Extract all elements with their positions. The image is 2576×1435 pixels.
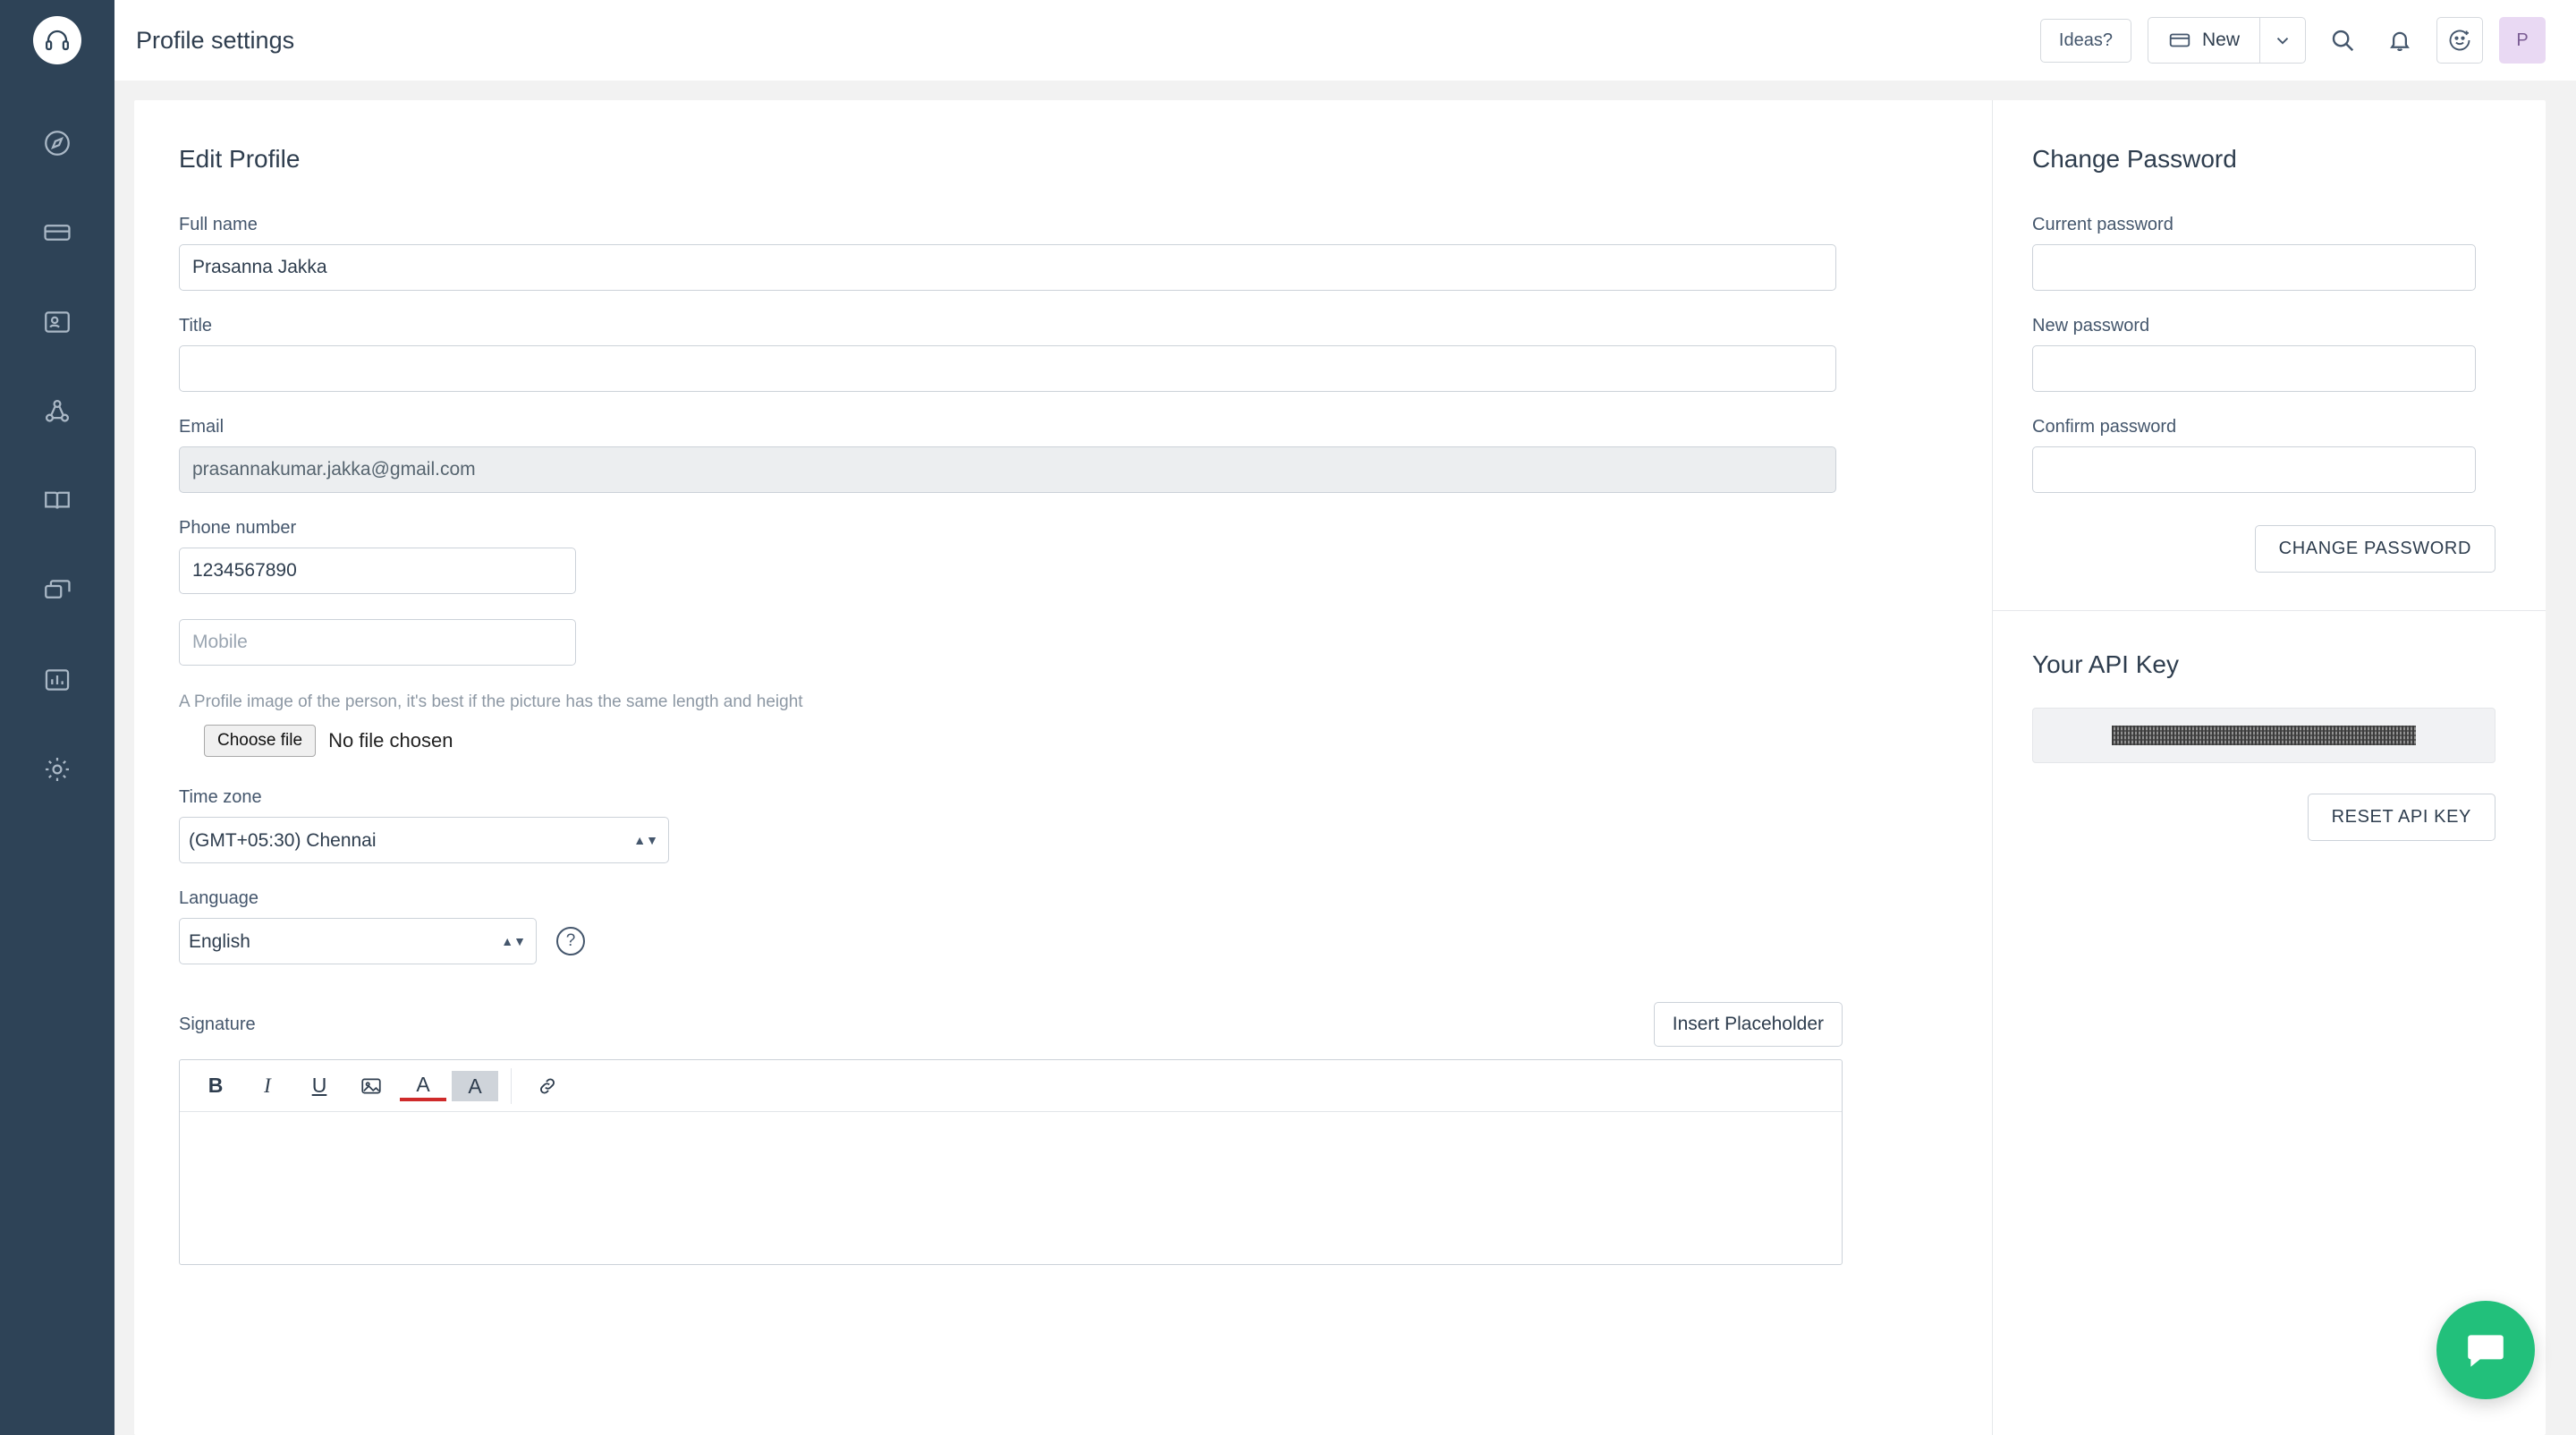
toolbar-divider — [511, 1068, 512, 1104]
card-icon — [2168, 29, 2191, 52]
profile-image-helper: A Profile image of the person, it's best if the picture has the same length and height — [179, 692, 803, 711]
network-icon — [42, 396, 72, 427]
chevron-down-icon — [2273, 30, 2292, 50]
sidebar-item-dashboard[interactable] — [0, 98, 114, 188]
new-button-label: New — [2201, 30, 2240, 50]
change-password-actions — [2032, 525, 2496, 573]
chat-launcher-button[interactable] — [2436, 1301, 2535, 1399]
api-key-display — [2032, 708, 2496, 763]
right-pane-divider — [1993, 610, 2546, 611]
new-button-group — [2148, 17, 2306, 64]
sidebar-item-automations[interactable] — [0, 546, 114, 635]
sidebar-item-settings[interactable] — [0, 725, 114, 814]
italic-icon[interactable]: I — [264, 1074, 271, 1097]
search-icon — [2329, 27, 2356, 54]
title-field — [179, 316, 1992, 392]
title-label: Title — [179, 316, 213, 335]
language-field — [179, 888, 1992, 964]
contact-card-icon — [42, 307, 72, 337]
sidebar-item-tickets[interactable] — [0, 188, 114, 277]
stepper-icon: ▲▼ — [633, 833, 658, 847]
signature-toolbar — [180, 1060, 1842, 1112]
signature-editor — [179, 1059, 1843, 1265]
current-password-input[interactable] — [2032, 244, 2476, 291]
signature-input[interactable] — [180, 1112, 1842, 1264]
file-status-label: No file chosen — [328, 729, 453, 751]
mobile-field — [179, 619, 1992, 666]
timezone-field — [179, 787, 1992, 863]
edit-profile-pane — [134, 100, 1992, 1435]
sidebar-item-knowledge-base[interactable] — [0, 456, 114, 546]
stepper-icon: ▲▼ — [501, 934, 526, 948]
book-icon — [42, 486, 72, 516]
notifications-button[interactable] — [2379, 20, 2420, 61]
avatar[interactable]: P — [2499, 17, 2546, 64]
language-label: Language — [179, 888, 258, 908]
full-name-field — [179, 215, 1992, 291]
change-password-title: Change Password — [2032, 145, 2237, 173]
new-password-input[interactable] — [2032, 345, 2476, 392]
main-column — [114, 0, 2576, 1435]
link-icon[interactable] — [524, 1066, 571, 1107]
new-password-label: New password — [2032, 316, 2150, 335]
timezone-select[interactable] — [179, 817, 669, 863]
feedback-button[interactable] — [2436, 17, 2483, 64]
settings-panel — [134, 100, 2546, 1435]
right-pane — [1992, 100, 2546, 1435]
language-select[interactable] — [179, 918, 537, 964]
insert-placeholder-button[interactable]: Insert Placeholder — [1654, 1002, 1843, 1047]
question-mark-icon[interactable]: ? — [556, 927, 585, 955]
highlight-color-icon[interactable]: A — [452, 1071, 498, 1101]
ticket-icon — [42, 217, 72, 248]
api-key-title: Your API Key — [2032, 650, 2179, 678]
topbar-actions — [2040, 17, 2546, 64]
mobile-input[interactable] — [179, 619, 576, 666]
topbar — [114, 0, 2576, 81]
profile-image-upload — [204, 725, 1992, 757]
api-key-actions — [2032, 794, 2496, 841]
phone-number-input[interactable] — [179, 548, 576, 594]
new-password-field — [2032, 316, 2496, 392]
language-select-wrap — [179, 918, 537, 964]
timezone-label: Time zone — [179, 787, 262, 807]
bell-icon — [2386, 27, 2413, 54]
layers-icon — [42, 575, 72, 606]
new-dropdown-toggle[interactable] — [2260, 18, 2305, 63]
choose-file-button[interactable]: Choose file — [204, 725, 316, 757]
gear-icon — [42, 754, 72, 785]
compass-icon — [42, 128, 72, 158]
phone-number-label: Phone number — [179, 518, 297, 538]
app-logo[interactable] — [33, 16, 81, 64]
current-password-label: Current password — [2032, 215, 2174, 234]
content-area — [114, 81, 2576, 1435]
bold-icon[interactable]: B — [208, 1074, 224, 1097]
confirm-password-input[interactable] — [2032, 446, 2476, 493]
change-password-button[interactable]: CHANGE PASSWORD — [2255, 525, 2496, 573]
confirm-password-field — [2032, 417, 2496, 493]
underline-icon[interactable]: U — [311, 1074, 327, 1097]
text-color-icon[interactable]: A — [400, 1071, 446, 1101]
email-field — [179, 417, 1992, 493]
language-row — [179, 918, 1992, 964]
emoji-feedback-icon — [2447, 28, 2472, 53]
page-title: Profile settings — [136, 26, 295, 54]
chat-bubble-icon — [2463, 1328, 2508, 1372]
chart-bar-icon — [42, 665, 72, 695]
sidebar — [0, 0, 114, 1435]
current-password-field — [2032, 215, 2496, 291]
edit-profile-title: Edit Profile — [179, 145, 301, 173]
search-button[interactable] — [2322, 20, 2363, 61]
title-input[interactable] — [179, 345, 1836, 392]
confirm-password-label: Confirm password — [2032, 417, 2177, 437]
new-button[interactable] — [2148, 18, 2260, 63]
email-input — [179, 446, 1836, 493]
headset-icon — [44, 27, 71, 54]
sidebar-item-reports[interactable] — [0, 635, 114, 725]
ideas-button[interactable]: Ideas? — [2040, 19, 2131, 63]
email-label: Email — [179, 417, 225, 437]
api-key-masked-value — [2112, 726, 2416, 745]
full-name-label: Full name — [179, 215, 258, 234]
signature-header — [179, 1002, 1843, 1047]
reset-api-key-button[interactable]: RESET API KEY — [2308, 794, 2496, 841]
phone-number-field — [179, 518, 1992, 594]
full-name-input[interactable] — [179, 244, 1836, 291]
sidebar-item-contacts[interactable] — [0, 277, 114, 367]
signature-label: Signature — [179, 1014, 256, 1034]
image-icon[interactable] — [348, 1066, 394, 1107]
sidebar-item-accounts[interactable] — [0, 367, 114, 456]
timezone-select-wrap — [179, 817, 669, 863]
